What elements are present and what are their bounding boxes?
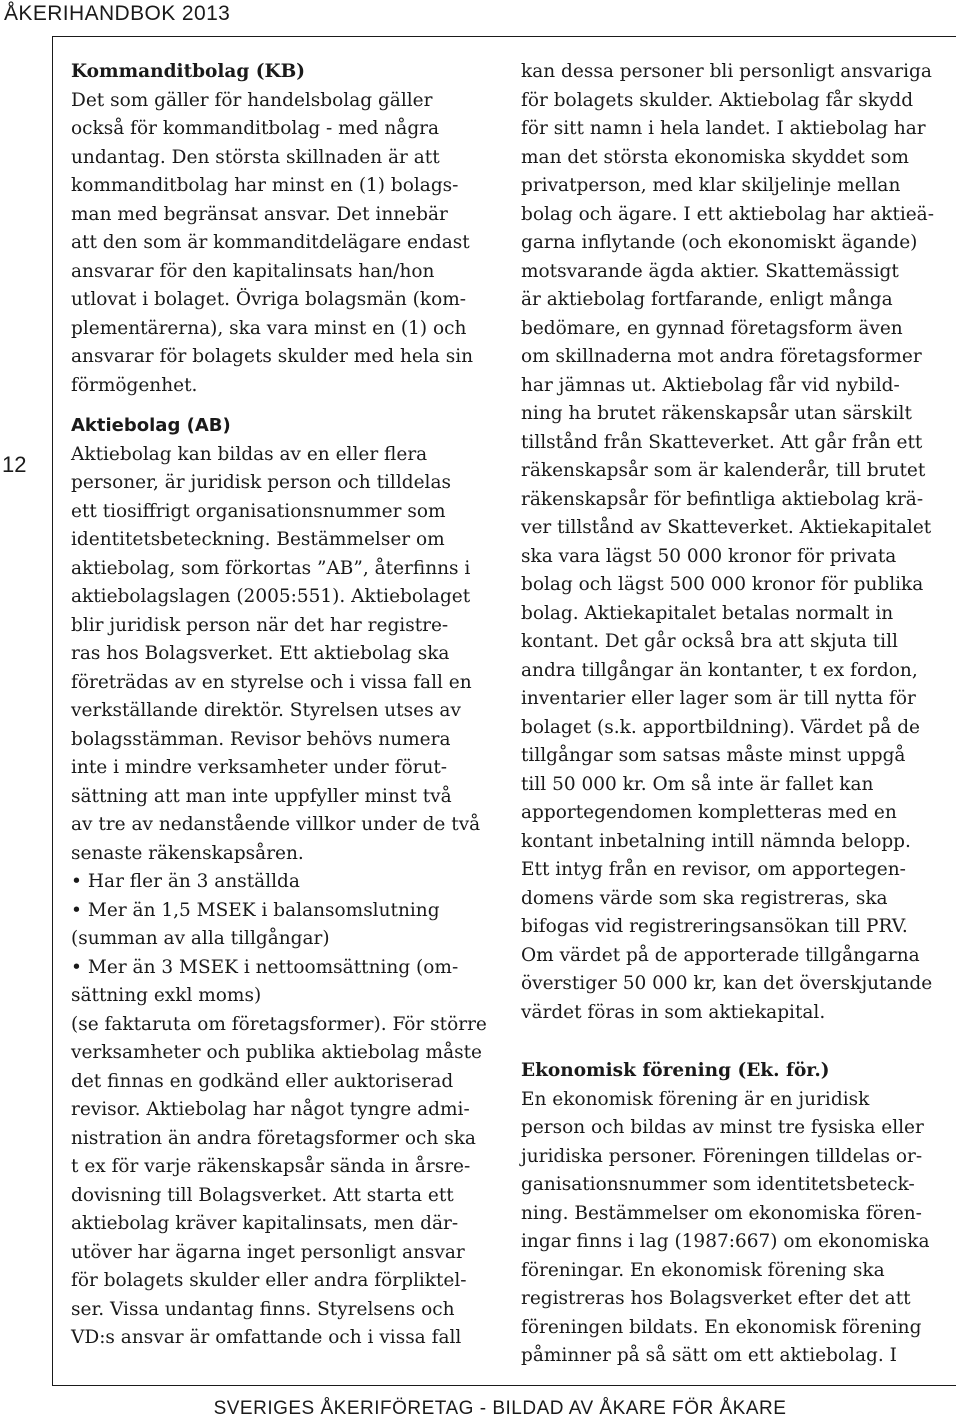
text-line: t ex för varje räkenskapsår sända in årsre- — [71, 1156, 471, 1177]
text-line: senaste räkenskapsåren. — [71, 842, 304, 864]
text-line: En ekonomisk förening är en juridisk — [521, 1088, 870, 1110]
text-line: inventarier eller lager som är till nytta för — [521, 688, 916, 709]
section-heading: Kommanditbolag (KB) — [71, 61, 305, 82]
paragraph-gap — [521, 1027, 941, 1057]
text-line: Om värdet på de apporterade tillgångarna — [521, 944, 920, 966]
text-line: sättning exkl moms) — [71, 985, 262, 1006]
text-line: revisor. Aktiebolag har något tyngre admi- — [71, 1099, 470, 1120]
text-line: har jämnas ut. Aktiebolag får vid nybild- — [521, 374, 900, 396]
text-line: att den som är kommanditdelägare endast — [71, 232, 470, 253]
text-line: bolag. Aktiekapitalet betalas normalt in — [521, 602, 894, 624]
bullet-item: • Har fler än 3 anställda — [71, 868, 491, 897]
text-line: ning ha brutet räkenskapsår utan särskilt — [521, 403, 912, 424]
text-line: för sitt namn i hela landet. I aktiebolag har — [521, 118, 926, 139]
text-line: för bolagets skulder eller andra förpliktel- — [71, 1270, 467, 1291]
text-line: till 50 000 kr. Om så inte är fallet kan — [521, 773, 874, 795]
bullet-item: • Mer än 3 MSEK i nettoomsättning (om- — [71, 954, 491, 983]
running-footer: SVERIGES ÅKERIFÖRETAG - BILDAD AV ÅKARE FÖR ÅKARE — [213, 1398, 787, 1419]
text-line: domens värde som ska registreras, ska — [521, 887, 888, 909]
text-line: för bolagets skulder. Aktiebolag får skydd — [521, 89, 914, 111]
text-line: bolagsstämman. Revisor behövs numera — [71, 728, 451, 750]
text-line: blir juridisk person när det har registre- — [71, 614, 449, 636]
text-line: inte i mindre verksamheter under förut- — [71, 757, 448, 778]
text-line: verksamheter och publika aktiebolag måste — [71, 1042, 482, 1063]
text-line: räkenskapsår för befintliga aktiebolag krä- — [521, 488, 924, 510]
text-line: överstiger 50 000 kr, kan det överskjutande — [521, 973, 933, 994]
text-line: kontant. Det går också bra att skjuta till — [521, 631, 898, 652]
text-line: bifogas vid registreringsansökan till PRV. — [521, 916, 908, 937]
left-column — [71, 58, 491, 1353]
text-line: ganisationsnummer som identitetsbeteck- — [521, 1174, 915, 1195]
text-line: juridiska personer. Föreningen tilldelas or- — [521, 1145, 923, 1167]
text-line: tillgångar som satsas måste minst uppgå — [521, 745, 906, 766]
text-line: Ett intyg från en revisor, om apportegen- — [521, 859, 906, 880]
text-line: utlovat i bolaget. Övriga bolagsmän (kom- — [71, 289, 467, 310]
text-line: motsvarande ägda aktier. Skattemässigt — [521, 260, 899, 282]
text-line: bedömare, en gynnad företagsform även — [521, 317, 903, 339]
text-line: verkställande direktör. Styrelsen utses av — [71, 700, 461, 721]
text-line: kan dessa personer bli personligt ansvariga — [521, 61, 932, 82]
text-line: aktiebolag kräver kapitalinsats, men där- — [71, 1213, 459, 1234]
text-line: ansvarar för bolagets skulder med hela sin — [71, 346, 474, 367]
text-line: privatperson, med klar skiljelinje mellan — [521, 175, 901, 196]
text-line: det finnas en godkänd eller auktoriserad — [71, 1070, 454, 1092]
section-heading: Aktiebolag (AB) — [71, 415, 231, 436]
text-line: också för kommanditbolag - med några — [71, 118, 440, 139]
text-line: ska vara lägst 50 000 kronor för privata — [521, 545, 897, 567]
text-line: bolaget (s.k. apportbildning). Värdet på de — [521, 716, 920, 738]
text-line: nistration än andra företagsformer och ska — [71, 1127, 476, 1149]
text-line: ansvarar för den kapitalinsats han/hon — [71, 260, 435, 282]
text-line: kommanditbolag har minst en (1) bolags- — [71, 175, 459, 196]
text-line: aktiebolagslagen (2005:551). Aktiebolaget — [71, 586, 471, 607]
text-line: man med begränsat ansvar. Det innebär — [71, 203, 448, 225]
text-line: företrädas av en styrelse och i vissa fall en — [71, 671, 472, 693]
text-line: person och bildas av minst tre fysiska eller — [521, 1117, 924, 1138]
text-line: ning. Bestämmelser om ekonomiska fören- — [521, 1202, 922, 1224]
text-line: ingar finns i lag (1987:667) om ekonomiska — [521, 1231, 930, 1252]
text-line: ett tiosiffrigt organisationsnummer som — [71, 500, 446, 522]
text-line: förmögenhet. — [71, 374, 198, 396]
text-line: (se faktaruta om företagsformer). För större — [71, 1013, 487, 1035]
text-line: undantag. Den största skillnaden är att — [71, 146, 440, 168]
text-line: (summan av alla tillgångar) — [71, 928, 330, 949]
text-line: värdet föras in som aktiekapital. — [521, 1001, 826, 1023]
text-line: bolag och lägst 500 000 kronor för publika — [521, 574, 924, 595]
text-line: bolag och ägare. I ett aktiebolag har aktieä- — [521, 203, 934, 225]
text-line: föreningen bildats. En ekonomisk förening — [521, 1316, 922, 1338]
text-line: tillstånd från Skatteverket. Att går från ett — [521, 431, 923, 453]
text-line: registreras hos Bolagsverket efter det att — [521, 1288, 911, 1309]
text-line: ser. Vissa undantag finns. Styrelsens och — [71, 1298, 455, 1320]
text-line: ver tillstånd av Skatteverket. Aktiekapitalet — [521, 517, 932, 538]
section-heading: Ekonomisk förening (Ek. för.) — [521, 1060, 830, 1081]
bullet-item: • Mer än 1,5 MSEK i balansomslutning — [71, 897, 491, 926]
text-line: apportegendomen kompletteras med en — [521, 802, 897, 823]
text-line: identitetsbeteckning. Bestämmelser om — [71, 529, 445, 550]
text-line: kontant inbetalning intill nämnda belopp. — [521, 830, 911, 852]
running-header: ÅKERIHANDBOK 2013 — [4, 2, 231, 25]
text-line: föreningar. En ekonomisk förening ska — [521, 1259, 885, 1281]
page-number: 12 — [2, 452, 27, 477]
text-line: är aktiebolag fortfarande, enligt många — [521, 289, 893, 310]
text-line: aktiebolag, som förkortas ”AB”, återfinns i — [71, 557, 471, 579]
text-line: Aktiebolag kan bildas av en eller flera — [71, 443, 428, 465]
right-column — [521, 58, 941, 1371]
text-line: av tre av nedanstående villkor under de två — [71, 814, 481, 835]
text-line: plementärerna), ska vara minst en (1) och — [71, 317, 467, 339]
text-line: andra tillgångar än kontanter, t ex fordon, — [521, 659, 918, 681]
paragraph-gap — [71, 400, 491, 412]
text-line: utöver har ägarna inget personligt ansvar — [71, 1241, 465, 1263]
text-line: personer, är juridisk person och tilldelas — [71, 472, 451, 493]
text-line: sättning att man inte uppfyller minst två — [71, 785, 452, 807]
text-line: garna inflytande (och ekonomiskt ägande) — [521, 232, 918, 253]
text-line: påminner på så sätt om ett aktiebolag. I — [521, 1345, 897, 1366]
text-line: om skillnaderna mot andra företagsformer — [521, 346, 922, 367]
text-line: man det största ekonomiska skyddet som — [521, 146, 909, 168]
text-line: ras hos Bolagsverket. Ett aktiebolag ska — [71, 643, 450, 664]
text-line: räkenskapsår som är kalenderår, till brutet — [521, 460, 926, 481]
text-line: Det som gäller för handelsbolag gäller — [71, 89, 433, 111]
text-line: dovisning till Bolagsverket. Att starta ett — [71, 1184, 454, 1206]
text-line: VD:s ansvar är omfattande och i vissa fall — [71, 1327, 462, 1348]
